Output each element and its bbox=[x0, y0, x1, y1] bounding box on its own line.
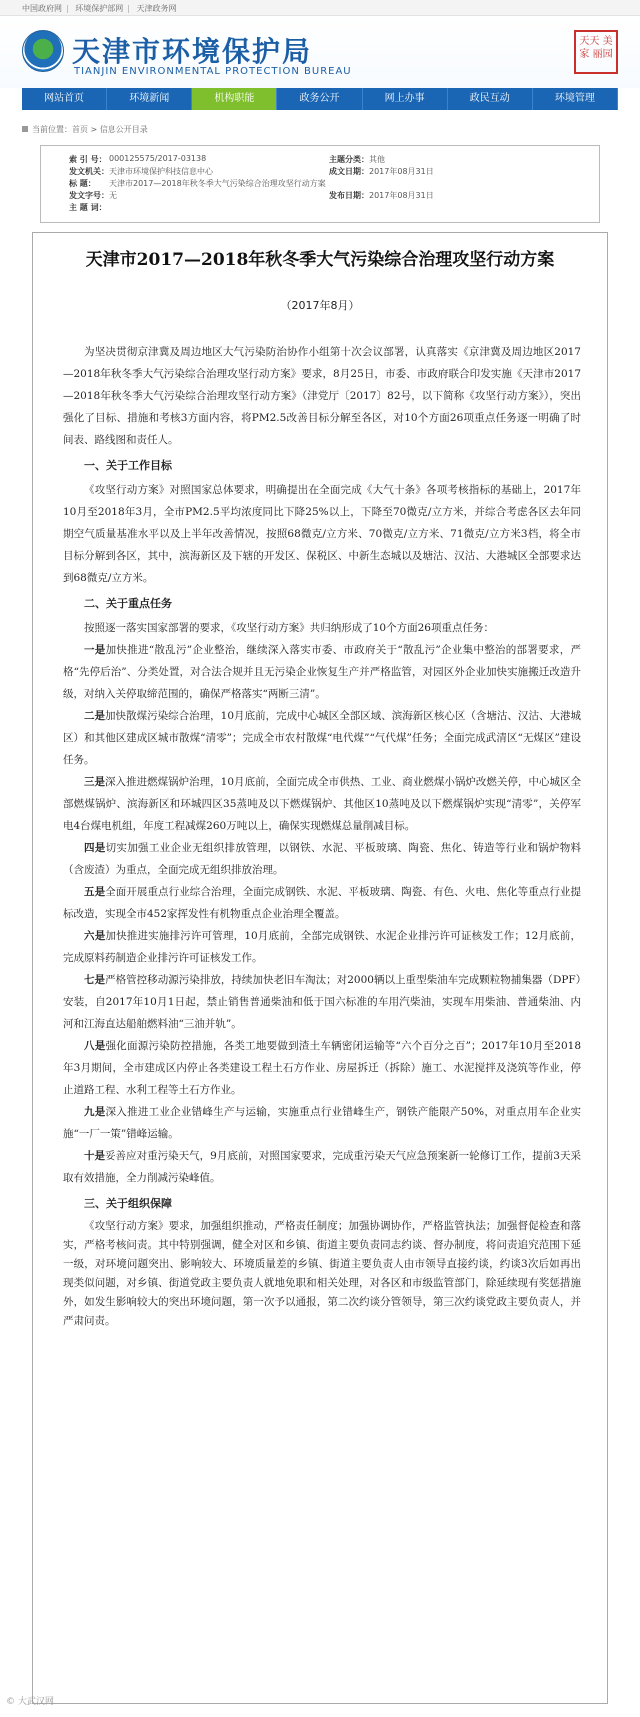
article-body bbox=[63, 341, 581, 1331]
task-text: 加快散煤污染综合治理，10月底前，完成中心城区全部区域、滨海新区核心区（含塘沽、汉沽、大港城区）和其他区建成区城市散煤“清零”；完成全市农村散煤“电代煤”“气代煤”任务；全面完成武清区“无煤区”建设任务。 bbox=[63, 710, 582, 766]
task-item bbox=[63, 705, 581, 771]
top-link-tj[interactable]: 天津政务网 bbox=[136, 4, 177, 13]
nav-online-services[interactable]: 网上办事 bbox=[363, 88, 448, 110]
task-text: 加快推进“散乱污”企业整治，继续深入落实市委、市政府关于“散乱污”企业集中整治的部署要求，严格“先停后治”、分类处置，对合法合规并且无污染企业恢复生产并严格监管，对园区外企业加快实施搬迁改造升级，对纳入关停取缔范围的，确保严格落实“两断三清”。 bbox=[63, 644, 581, 700]
site-header bbox=[0, 16, 640, 88]
intro-paragraph: 为坚决贯彻京津冀及周边地区大气污染防治协作小组第十次会议部署，认真落实《京津冀及周边地区2017—2018年秋冬季大气污染综合治理攻坚行动方案》要求，8月25日，市委、市政府联合印发实施《天津市2017—2018年秋冬季大气污染综合治理攻坚行动方案》（津党厅〔2017〕82号，以下简称《攻坚行动方案》），突出强化了目标、措施和考核3方面内容，将PM2.5改善目标分解至各区，对10个方面26项重点任务逐一明确了时间表、路线图和责任人。 bbox=[63, 346, 581, 446]
task-text: 强化面源污染防控措施，各类工地要做到渣土车辆密闭运输等“六个百分之百”；2017年10月至2018年3月期间，全市建成区内停止各类建设工程土石方作业、房屋拆迁（拆除）施工、水泥搅拌及浇筑等作业，停止道路工程、水利工程等土石方作业。 bbox=[63, 1040, 582, 1096]
meta-pub-value: 2017年08月31日 bbox=[369, 191, 434, 200]
site-title: 天津市环境保护局 bbox=[72, 35, 313, 68]
meta-pub-label: 发布日期： bbox=[329, 191, 369, 200]
meta-subject-value bbox=[109, 202, 329, 214]
site-subtitle: TIANJIN ENVIRONMENTAL PROTECTION BUREAU bbox=[74, 66, 352, 77]
meta-index-value: 000125575/2017-03138 bbox=[109, 154, 207, 163]
task-item bbox=[63, 771, 581, 837]
top-link-gov[interactable]: 中国政府网 bbox=[22, 4, 62, 13]
meta-date-label: 成文日期： bbox=[329, 167, 369, 176]
task-text: 切实加强工业企业无组织排放管理，以钢铁、水泥、平板玻璃、陶瓷、焦化、铸造等行业和锅炉物料（含废渣）为重点，全面完成无组织排放治理。 bbox=[63, 842, 582, 876]
article-title: 天津市2017—2018年秋冬季大气污染综合治理攻坚行动方案 bbox=[85, 250, 555, 270]
nav-public-affairs[interactable]: 政务公开 bbox=[277, 88, 362, 110]
task-text: 加快推进实施排污许可管理，10月底前，全部完成钢铁、水泥企业排污许可证核发工作；12月底前，完成原料药制造企业排污许可证核发工作。 bbox=[63, 930, 582, 964]
meta-doc-label: 发文字号： bbox=[69, 191, 109, 200]
task-lead: 三是 bbox=[84, 776, 106, 788]
watermark: © 大武汉网 bbox=[6, 1697, 54, 1707]
breadcrumb-text[interactable]: 当前位置：首页 > 信息公开目录 bbox=[32, 125, 148, 134]
task-text: 严格管控移动源污染排放，持续加快老旧车淘汰；对2000辆以上重型柴油车完成颗粒物捕集器（DPF）安装，自2017年10月1日起，禁止销售普通柴油和低于国六标准的车用汽柴油，实现车用柴油、普通柴油、内河和江海直达船舶燃料油“三油并轨”。 bbox=[63, 974, 581, 1030]
task-item bbox=[63, 925, 581, 969]
meta-org-value: 天津市环境保护科技信息中心 bbox=[109, 167, 213, 176]
section-heading-guarantee: 三、关于组织保障 bbox=[84, 1197, 172, 1210]
section-heading-tasks: 二、关于重点任务 bbox=[84, 597, 172, 610]
task-lead: 二是 bbox=[84, 710, 106, 722]
task-item bbox=[63, 1035, 581, 1101]
article-panel bbox=[32, 232, 608, 1704]
meta-doc-value: 无 bbox=[109, 191, 117, 200]
meta-title-label: 标 题： bbox=[69, 179, 96, 188]
task-lead: 九是 bbox=[84, 1106, 106, 1118]
task-lead: 一是 bbox=[84, 644, 106, 656]
goals-paragraph: 《攻坚行动方案》对照国家总体要求，明确提出在全面完成《大气十条》各项考核指标的基础上，2017年10月至2018年3月，全市PM2.5平均浓度同比下降25%以上，下降至70微克/立方米，并综合考虑各区去年同期空气质量基准水平以及上半年改善情况，按照68微克/立方米、70微克/立方米、71微克/立方米3档，将全市目标分解到各区，其中，滨海新区及下辖的开发区、保税区、中新生态城以及塘沽、汉沽、大港城区全部要求达到68微克/立方米。 bbox=[63, 484, 581, 584]
nav-news[interactable]: 环境新闻 bbox=[107, 88, 192, 110]
task-item bbox=[63, 639, 581, 705]
document-meta-box bbox=[40, 145, 600, 223]
seal-stamp: 天天 美家 丽园 bbox=[574, 30, 618, 74]
tasks-intro-paragraph: 按照逐一落实国家部署的要求，《攻坚行动方案》共归纳形成了10个方面26项重点任务： bbox=[84, 622, 494, 634]
nav-env-management[interactable]: 环境管理 bbox=[533, 88, 618, 110]
task-item bbox=[63, 1101, 581, 1145]
task-lead: 四是 bbox=[84, 842, 106, 854]
task-lead: 八是 bbox=[84, 1040, 106, 1052]
main-nav bbox=[22, 88, 618, 110]
meta-topic-value: 其他 bbox=[369, 155, 385, 164]
task-item bbox=[63, 881, 581, 925]
task-text: 全面开展重点行业综合治理，全面完成钢铁、水泥、平板玻璃、陶瓷、有色、火电、焦化等重点行业提标改造，实现全市452家挥发性有机物重点企业治理全覆盖。 bbox=[63, 886, 582, 920]
guarantee-paragraph: 《攻坚行动方案》要求，加强组织推动，严格责任制度；加强协调协作，严格监管执法；加强督促检查和落实，严格考核问责。其中特别强调，健全对区和乡镇、街道主要负责同志约谈、督办制度，将问责追究范围下延一级，对环境问题突出、影响较大、环境质量差的乡镇、街道主要负责人由市领导直接约谈，约谈3次后如再出现类似问题，对乡镇、街道党政主要负责人就地免职和相关处理，对各区和市级监管部门，除延续现有奖惩措施外，如发生影响较大的突出环境问题，第一次予以通报，第二次约谈分管领导，第三次约谈党政主要负责人，并严肃问责。 bbox=[63, 1220, 581, 1327]
task-lead: 七是 bbox=[84, 974, 106, 986]
task-lead: 十是 bbox=[84, 1150, 106, 1162]
bureau-logo-icon bbox=[22, 30, 64, 72]
task-lead: 五是 bbox=[84, 886, 106, 898]
meta-index-label: 索 引 号： bbox=[69, 155, 107, 164]
breadcrumb-square-icon bbox=[22, 126, 28, 132]
task-item bbox=[63, 1145, 581, 1189]
top-links-bar: 中国政府网 | 环境保护部网 | 天津政务网 bbox=[0, 0, 640, 16]
task-text: 深入推进燃煤锅炉治理，10月底前，全面完成全市供热、工业、商业燃煤小锅炉改燃关停，中心城区全部燃煤锅炉、滨海新区和环城四区35蒸吨及以下燃煤锅炉、其他区10蒸吨及以下燃煤锅炉实现“清零”，关停军电4台煤电机组，年度工程减煤260万吨以上，确保实现燃煤总量削减目标。 bbox=[63, 776, 582, 832]
meta-subject-label: 主 题 词： bbox=[69, 203, 107, 212]
article-date: （2017年8月） bbox=[280, 299, 360, 312]
task-item bbox=[63, 969, 581, 1035]
nav-home[interactable]: 网站首页 bbox=[22, 88, 107, 110]
meta-org-label: 发文机关： bbox=[69, 167, 109, 176]
top-link-mep[interactable]: 环境保护部网 bbox=[75, 4, 124, 13]
nav-functions[interactable]: 机构职能 bbox=[192, 88, 277, 110]
task-item bbox=[63, 837, 581, 881]
task-lead: 六是 bbox=[84, 930, 106, 942]
meta-title-value: 天津市2017—2018年秋冬季大气污染综合治理攻坚行动方案 bbox=[109, 179, 326, 188]
task-text: 妥善应对重污染天气，9月底前，对照国家要求，完成重污染天气应急预案新一轮修订工作，提前3天采取有效措施，全力削减污染峰值。 bbox=[63, 1150, 582, 1184]
task-text: 深入推进工业企业错峰生产与运输，实施重点行业错峰生产，钢铁产能限产50%，对重点用车企业实施“一厂一策”错峰运输。 bbox=[63, 1106, 581, 1140]
nav-interaction[interactable]: 政民互动 bbox=[448, 88, 533, 110]
section-heading-goals: 一、关于工作目标 bbox=[84, 459, 172, 472]
breadcrumb bbox=[22, 124, 618, 135]
meta-topic-label: 主题分类： bbox=[329, 155, 369, 164]
meta-date-value: 2017年08月31日 bbox=[369, 167, 434, 176]
